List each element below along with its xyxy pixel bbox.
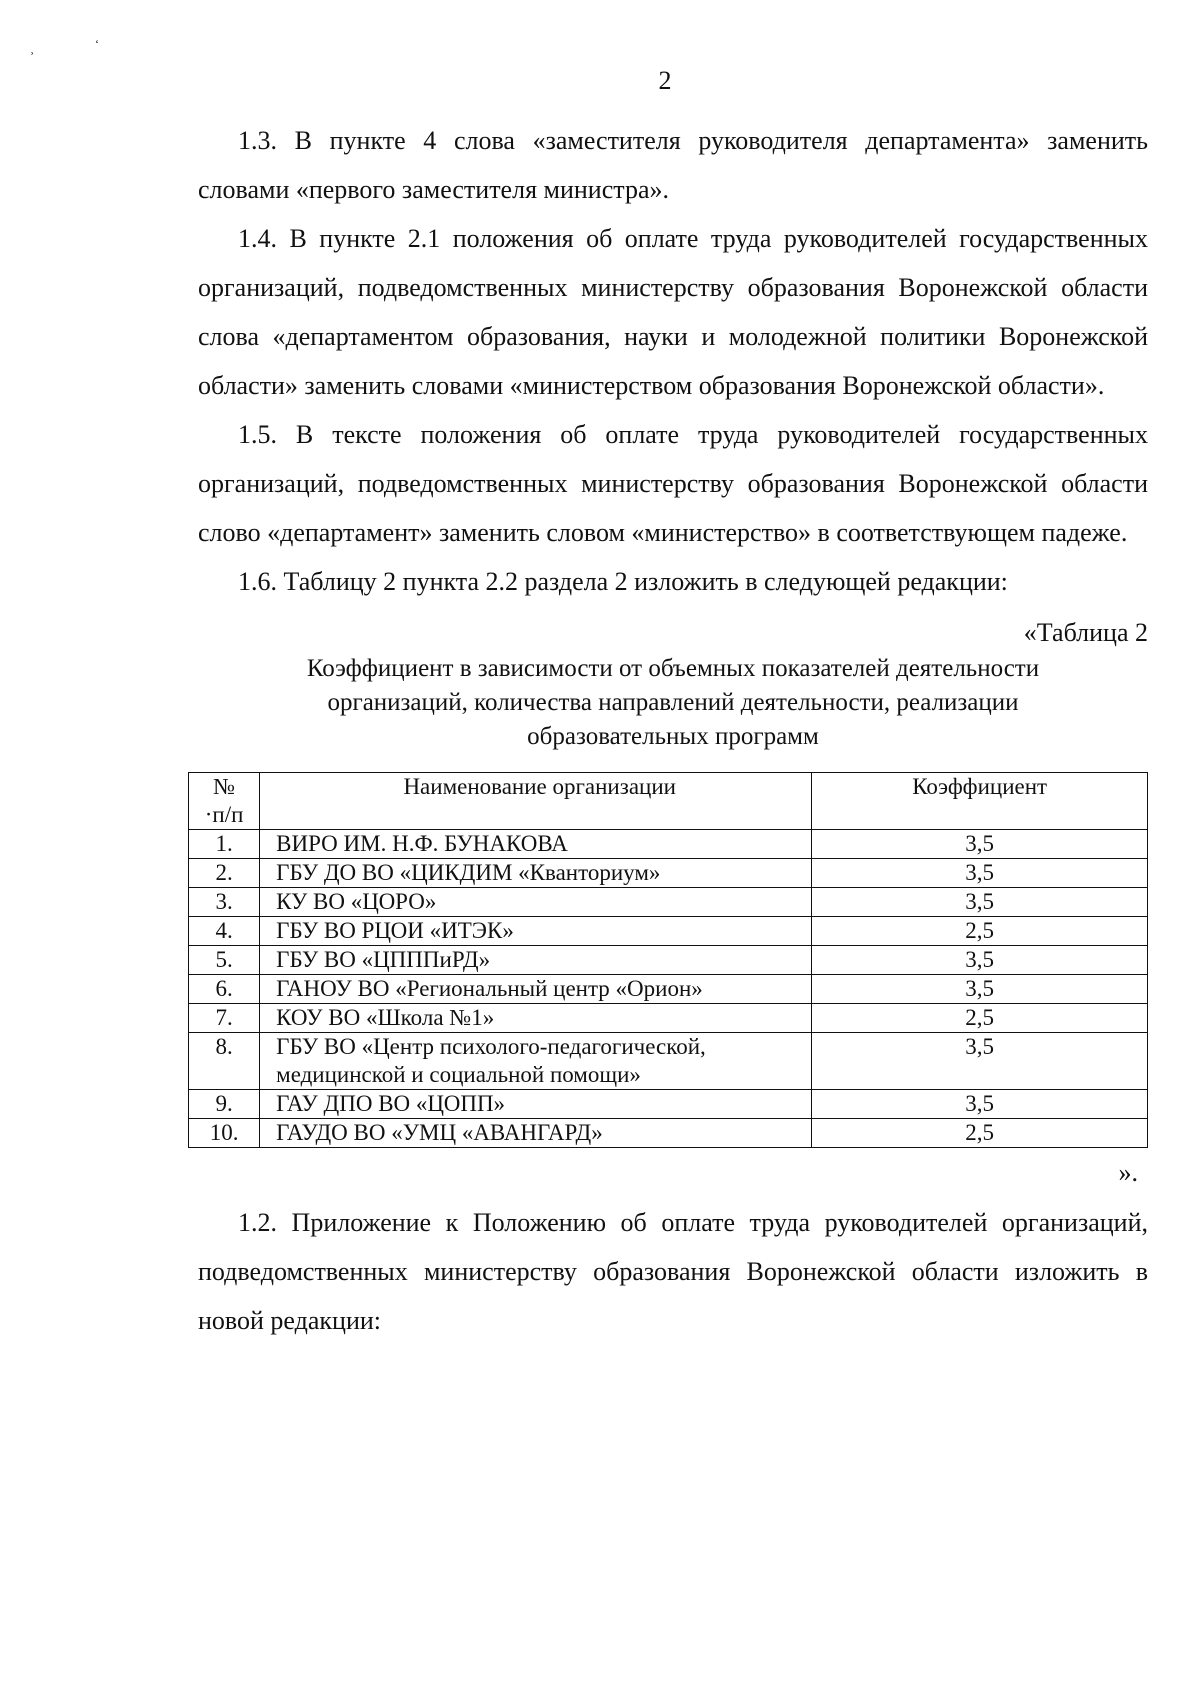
row-coefficient: 3,5 <box>812 946 1148 975</box>
table-row <box>189 975 1148 1004</box>
header-number-line2: ·п/п <box>204 802 244 827</box>
row-number: 8. <box>189 1033 260 1090</box>
row-coefficient: 3,5 <box>812 1090 1148 1119</box>
scan-speck: ʻ <box>95 37 99 51</box>
row-coefficient: 3,5 <box>812 1033 1148 1090</box>
table-row <box>189 1119 1148 1148</box>
row-organization: ГАУ ДПО ВО «ЦОПП» <box>260 1090 812 1119</box>
row-number: 1. <box>189 830 260 859</box>
row-coefficient: 3,5 <box>812 888 1148 917</box>
table-row <box>189 917 1148 946</box>
row-coefficient: 3,5 <box>812 975 1148 1004</box>
row-coefficient: 3,5 <box>812 830 1148 859</box>
page-number: 2 <box>658 66 672 95</box>
row-organization: ГБУ ВО «ЦПППиРД» <box>260 946 812 975</box>
row-organization: ГБУ ВО «Центр психолого-педагогической, медицинской и социальной помощи» <box>260 1033 812 1090</box>
row-coefficient: 2,5 <box>812 917 1148 946</box>
header-coefficient: Коэффициент <box>812 773 1148 830</box>
row-organization: ВИРО ИМ. Н.Ф. БУНАКОВА <box>260 830 812 859</box>
row-number: 5. <box>189 946 260 975</box>
paragraph-1-3: 1.3. В пункте 4 слова «заместителя руководителя департамента» заменить словами «первого заместителя министра». <box>198 126 1148 204</box>
row-coefficient: 2,5 <box>812 1004 1148 1033</box>
row-organization: ГАУДО ВО «УМЦ «АВАНГАРД» <box>260 1119 812 1148</box>
paragraph-1-5: 1.5. В тексте положения об оплате труда руководителей государственных организаций, подведомственных министерству образования Воронежской области слово «департамент» заменить словом «министерство» в соответствующем падеже. <box>198 420 1148 547</box>
row-organization: ГБУ ДО ВО «ЦИКДИМ «Кванториум» <box>260 859 812 888</box>
row-number: 7. <box>189 1004 260 1033</box>
table-header-row <box>189 773 1148 830</box>
header-organization-name: Наименование организации <box>260 773 812 830</box>
row-number: 10. <box>189 1119 260 1148</box>
document-body <box>198 116 1148 1345</box>
row-organization: ГБУ ВО РЦОИ «ИТЭК» <box>260 917 812 946</box>
row-coefficient: 3,5 <box>812 859 1148 888</box>
table-row <box>189 1033 1148 1090</box>
row-number: 2. <box>189 859 260 888</box>
row-organization: ГАНОУ ВО «Региональный центр «Орион» <box>260 975 812 1004</box>
paragraph-1-6: 1.6. Таблицу 2 пункта 2.2 раздела 2 изложить в следующей редакции: <box>238 567 1008 596</box>
table-label: «Таблица 2 <box>1023 618 1148 647</box>
row-number: 9. <box>189 1090 260 1119</box>
paragraph-1-2: 1.2. Приложение к Положению об оплате труда руководителей организаций, подведомственных министерству образования Воронежской области изложить в новой редакции: <box>198 1208 1148 1335</box>
table-row <box>189 1004 1148 1033</box>
header-number <box>189 773 260 830</box>
row-coefficient: 2,5 <box>812 1119 1148 1148</box>
paragraph-1-4: 1.4. В пункте 2.1 положения об оплате труда руководителей государственных организаций, подведомственных министерству образования Воронежской области слова «департаментом образования, науки и молодежной политики Воронежской области» заменить словами «министерством образования Воронежской области». <box>198 224 1148 400</box>
table-close-quote: ». <box>1118 1158 1138 1187</box>
scan-speck: ¸ <box>30 41 34 55</box>
table-row <box>189 859 1148 888</box>
row-organization: КУ ВО «ЦОРО» <box>260 888 812 917</box>
row-number: 6. <box>189 975 260 1004</box>
row-number: 3. <box>189 888 260 917</box>
row-number: 4. <box>189 917 260 946</box>
table-row <box>189 946 1148 975</box>
table-row <box>189 830 1148 859</box>
row-organization: КОУ ВО «Школа №1» <box>260 1004 812 1033</box>
table-row <box>189 888 1148 917</box>
table-row <box>189 1090 1148 1119</box>
coefficient-table <box>188 772 1148 1148</box>
header-number-line1: № <box>213 774 236 799</box>
table-caption: Коэффициент в зависимости от объемных показателей деятельности организаций, количества направлений деятельности, реализации образовательных программ <box>306 655 1040 750</box>
